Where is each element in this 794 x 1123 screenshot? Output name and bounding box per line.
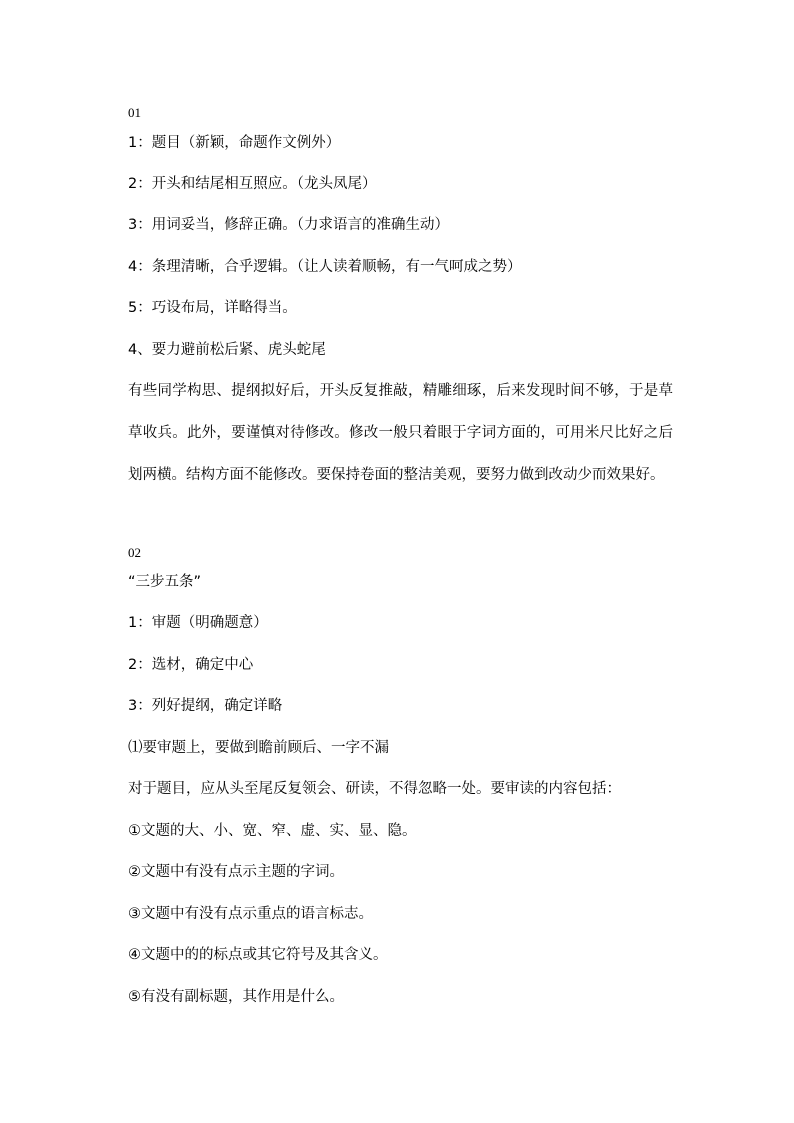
list-item: ②文题中有没有点示主题的字词。 [128, 864, 344, 880]
list-item: ④文题中的的标点或其它符号及其含义。 [128, 947, 388, 963]
list-item: 4：条理清晰，合乎逻辑。（让人读着顺畅，有一气呵成之势） [128, 259, 522, 275]
list-item: 3：用词妥当，修辞正确。（力求语言的准确生动） [128, 217, 449, 233]
list-item: 1：审题（明确题意） [128, 615, 268, 631]
subheading: ⑴要审题上，要做到瞻前顾后、一字不漏 [128, 740, 389, 756]
section-number-01: 01 [128, 105, 141, 120]
body-paragraph: 有些同学构思、提纲拟好后，开头反复推敲，精雕细琢，后来发现时间不够，于是草草收兵。此外，要谨慎对待修改。修改一般只着眼于字词方面的，可用米尺比好之后划两横。结构方面不能修改。要保持卷面的整洁美观，要努力做到改动少而效果好。 [128, 383, 673, 483]
intro-text: 对于题目，应从头至尾反复领会、研读，不得忽略一处。要审读的内容包括： [128, 781, 621, 797]
list-item: 5：巧设布局，详略得当。 [128, 300, 297, 316]
list-item: ③文题中有没有点示重点的语言标志。 [128, 906, 373, 922]
list-item: 2：开头和结尾相互照应。（龙头凤尾） [128, 176, 377, 192]
list-item: 2：选材，确定中心 [128, 657, 254, 673]
list-item: 1：题目（新颖，命题作文例外） [128, 135, 341, 151]
list-item: 3：列好提纲，确定详略 [128, 698, 283, 714]
section-title: “三步五条” [128, 574, 202, 590]
subheading: 4、要力避前松后紧、虎头蛇尾 [128, 342, 326, 358]
list-item: ⑤有没有副标题，其作用是什么。 [128, 989, 344, 1005]
section-number-02: 02 [128, 545, 141, 560]
list-item: ①文题的大、小、宽、窄、虚、实、显、隐。 [128, 823, 417, 839]
